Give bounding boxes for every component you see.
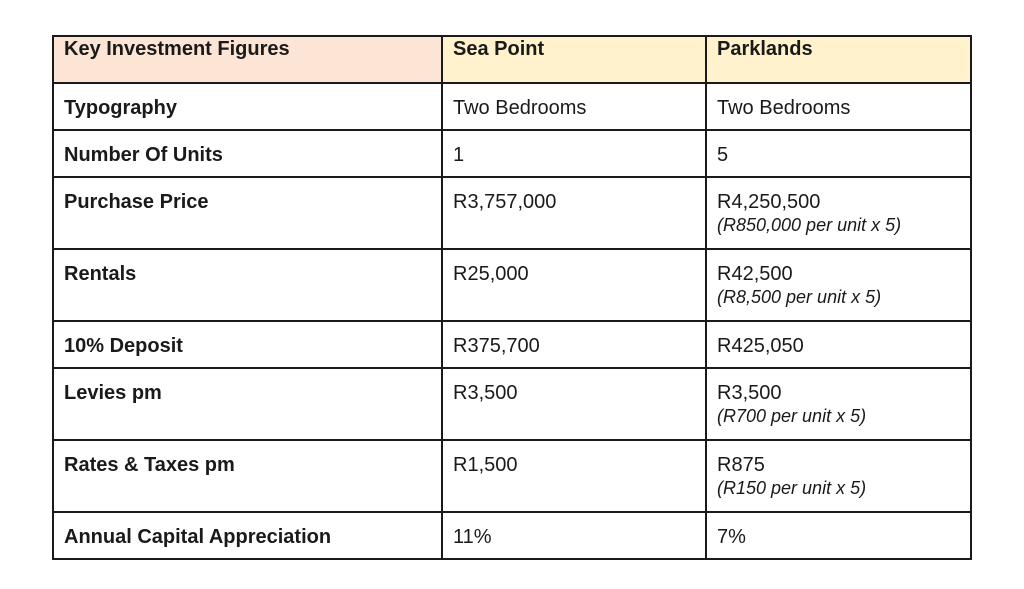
- parklands-cell: [706, 440, 971, 512]
- parklands-cell: [706, 177, 971, 249]
- row-label: Purchase Price: [53, 177, 442, 249]
- sea-point-value: R1,500: [442, 440, 706, 512]
- parklands-cell: [706, 83, 971, 130]
- parklands-note: (R700 per unit x 5): [717, 406, 867, 426]
- parklands-value: 7%: [717, 526, 746, 548]
- sea-point-value: R3,500: [442, 368, 706, 440]
- investment-figures-table: [52, 35, 972, 560]
- parklands-value: R875: [717, 454, 765, 476]
- sea-point-value: R25,000: [442, 249, 706, 321]
- row-label: Rentals: [53, 249, 442, 321]
- header-sea-point: Sea Point: [442, 36, 706, 83]
- parklands-value: Two Bedrooms: [717, 97, 851, 119]
- table-row: [53, 83, 971, 130]
- sea-point-value: R375,700: [442, 321, 706, 368]
- parklands-cell: [706, 368, 971, 440]
- row-label: Levies pm: [53, 368, 442, 440]
- parklands-value: R425,050: [717, 335, 804, 357]
- row-label: Annual Capital Appreciation: [53, 512, 442, 559]
- parklands-value: R42,500: [717, 263, 793, 285]
- sea-point-value: R3,757,000: [442, 177, 706, 249]
- table-row: [53, 249, 971, 321]
- parklands-note: (R8,500 per unit x 5): [717, 287, 882, 307]
- sea-point-value: Two Bedrooms: [442, 83, 706, 130]
- row-label: 10% Deposit: [53, 321, 442, 368]
- sea-point-value: 11%: [442, 512, 706, 559]
- table-header-row: [53, 36, 971, 83]
- table-row: [53, 130, 971, 177]
- row-label: Typography: [53, 83, 442, 130]
- parklands-value: R4,250,500: [717, 191, 821, 213]
- header-label-cell: Key Investment Figures: [53, 36, 442, 83]
- table-row: [53, 177, 971, 249]
- table-row: [53, 321, 971, 368]
- sea-point-value: 1: [442, 130, 706, 177]
- parklands-note: (R150 per unit x 5): [717, 478, 867, 498]
- row-label: Rates & Taxes pm: [53, 440, 442, 512]
- table-row: [53, 512, 971, 559]
- row-label: Number Of Units: [53, 130, 442, 177]
- parklands-value: 5: [717, 144, 729, 166]
- parklands-note: (R850,000 per unit x 5): [717, 215, 902, 235]
- parklands-value: R3,500: [717, 382, 782, 404]
- parklands-cell: [706, 249, 971, 321]
- parklands-cell: [706, 512, 971, 559]
- parklands-cell: [706, 321, 971, 368]
- parklands-cell: [706, 130, 971, 177]
- table-row: [53, 440, 971, 512]
- table-row: [53, 368, 971, 440]
- header-parklands: Parklands: [706, 36, 971, 83]
